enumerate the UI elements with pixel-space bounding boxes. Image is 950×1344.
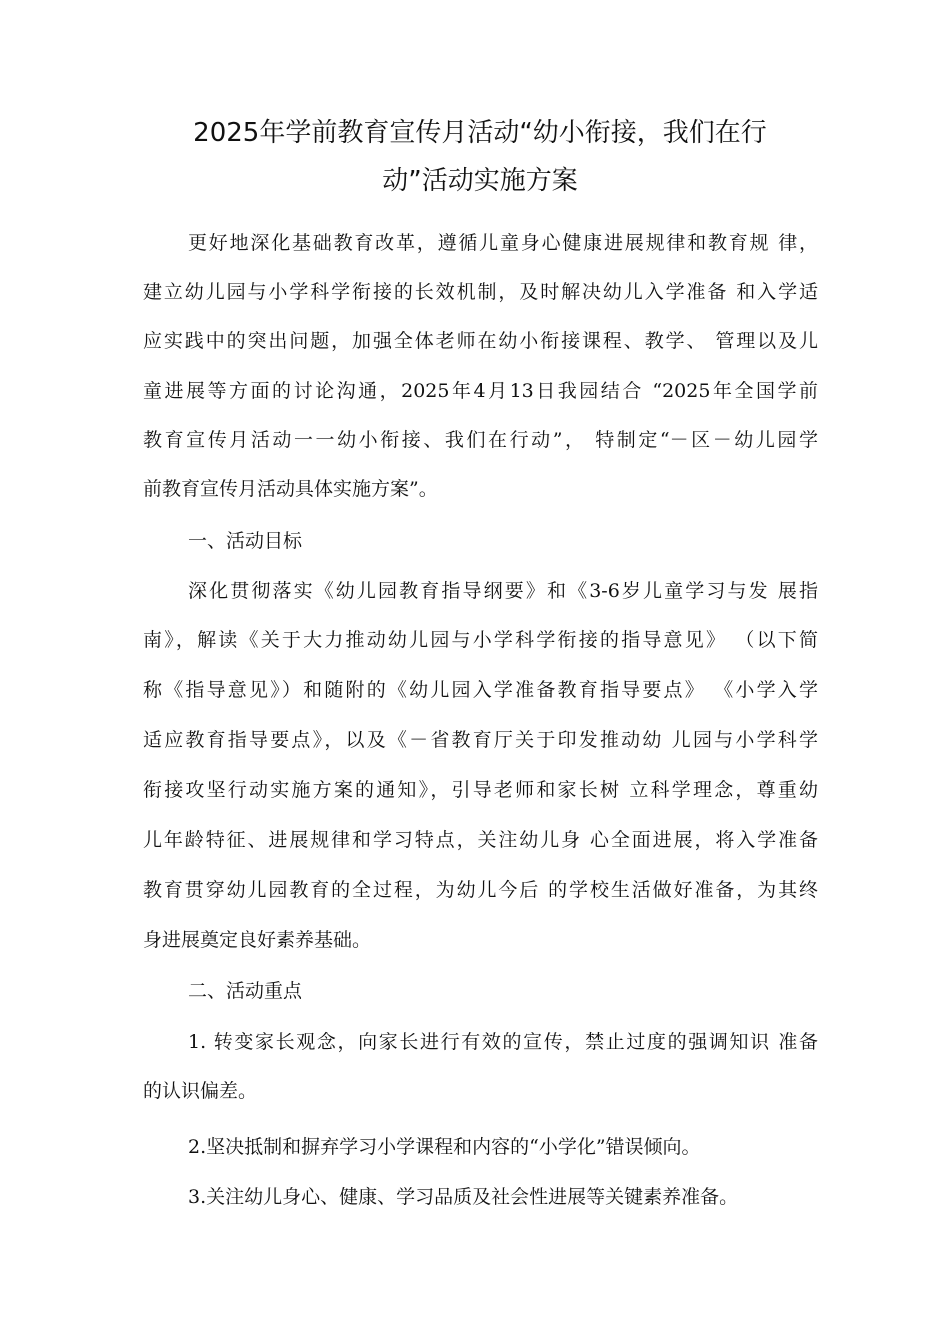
goals-line: 身进展奠定良好素养基础。: [143, 929, 372, 951]
focus-point-1-line: 1. 转变家长观念，向家长进行有效的宣传，禁止过度的强调知识 准备: [188, 1031, 818, 1053]
goals-line: 深化贯彻落实《幼儿园教育指导纲要》和《3-6岁儿童学习与发 展指: [188, 580, 818, 602]
goals-line: 适应教育指导要点》，以及《－省教育厅关于印发推动幼 儿园与小学科学: [143, 729, 818, 751]
intro-line: 应实践中的突出问题，加强全体老师在幼小衔接课程、教学、 管理以及儿: [143, 330, 818, 352]
goals-line: 教育贯穿幼儿园教育的全过程，为幼儿今后 的学校生活做好准备，为其终: [143, 879, 818, 901]
section-heading-goals: 一、活动目标: [188, 530, 303, 552]
intro-line: 教育宣传月活动一一幼小衔接、我们在行动”， 特制定“－区－幼儿园学: [143, 429, 818, 451]
document-title-line-2: 动”活动实施方案: [382, 166, 578, 196]
goals-line: 衔接攻坚行动实施方案的通知》，引导老师和家长树 立科学理念，尊重幼: [143, 779, 818, 801]
intro-line: 更好地深化基础教育改革，遵循儿童身心健康进展规律和教育规 律，: [188, 232, 818, 254]
intro-line: 建立幼儿园与小学科学衔接的长效机制，及时解决幼儿入学准备 和入学适: [143, 281, 818, 303]
section-heading-focus: 二、活动重点: [188, 980, 303, 1002]
intro-line: 前教育宣传月活动具体实施方案”。: [143, 478, 438, 500]
focus-point-2: 2.坚决抵制和摒弃学习小学课程和内容的“小学化”错误倾向。: [188, 1136, 701, 1158]
intro-line: 童进展等方面的讨论沟通，2025年4月13日我园结合 “2025年全国学前: [143, 380, 818, 402]
goals-line: 南》，解读《关于大力推动幼儿园与小学科学衔接的指导意见》 （以下简: [143, 629, 818, 651]
goals-line: 称《指导意见》）和随附的《幼儿园入学准备教育指导要点》 《小学入学: [143, 679, 818, 701]
focus-point-3: 3.关注幼儿身心、健康、学习品质及社会性进展等关键素养准备。: [188, 1186, 739, 1208]
focus-point-1-line: 的认识偏差。: [143, 1080, 258, 1102]
document-title-line-1: 2025年学前教育宣传月活动“幼小衔接，我们在行: [193, 118, 767, 148]
goals-line: 儿年龄特征、进展规律和学习特点，关注幼儿身 心全面进展，将入学准备: [143, 829, 818, 851]
